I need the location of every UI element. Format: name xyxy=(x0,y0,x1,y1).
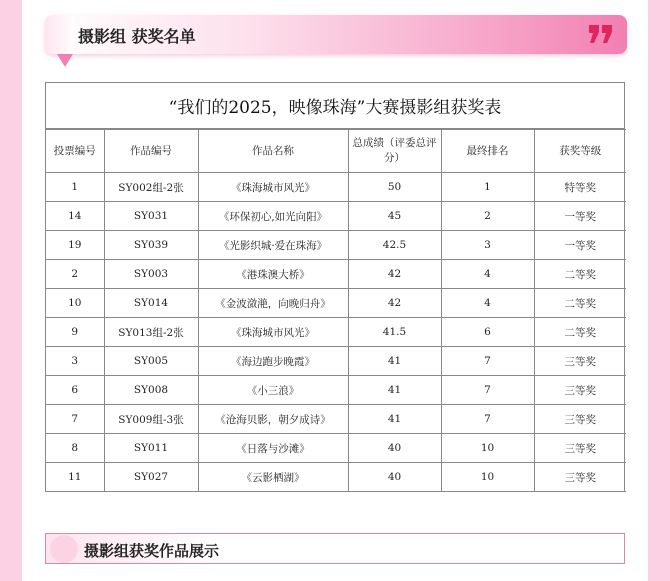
cell-vote-no: 6 xyxy=(46,376,104,405)
table-body xyxy=(46,173,626,492)
showcase-title: 摄影组获奖作品展示 xyxy=(84,542,220,560)
cell-final-rank: 2 xyxy=(441,202,534,231)
cell-work-no: SY027 xyxy=(104,463,198,492)
cell-final-rank: 7 xyxy=(441,405,534,434)
cell-award-level: 三等奖 xyxy=(534,434,626,463)
cell-award-level: 一等奖 xyxy=(534,202,626,231)
table-row xyxy=(46,260,626,289)
double-quote-icon xyxy=(587,23,615,45)
cell-vote-no: 3 xyxy=(46,347,104,376)
cell-work-name: 《日落与沙滩》 xyxy=(198,434,348,463)
cell-work-name: 《光影织城·爱在珠海》 xyxy=(198,231,348,260)
cell-work-no: SY031 xyxy=(104,202,198,231)
cell-total-score: 42 xyxy=(348,289,441,318)
cell-work-no: SY002组-2张 xyxy=(104,173,198,202)
cell-work-no: SY039 xyxy=(104,231,198,260)
cell-work-name: 《环保初心,如光向阳》 xyxy=(198,202,348,231)
table-row xyxy=(46,405,626,434)
cell-total-score: 41 xyxy=(348,376,441,405)
table-row xyxy=(46,434,626,463)
cell-final-rank: 6 xyxy=(441,318,534,347)
cell-vote-no: 19 xyxy=(46,231,104,260)
award-table-frame xyxy=(45,82,625,492)
cell-final-rank: 4 xyxy=(441,260,534,289)
cell-work-no: SY014 xyxy=(104,289,198,318)
table-row xyxy=(46,202,626,231)
cell-work-name: 《沧海贝影，朝夕成诗》 xyxy=(198,405,348,434)
table-row xyxy=(46,463,626,492)
cell-vote-no: 2 xyxy=(46,260,104,289)
section-title: 摄影组 获奖名单 xyxy=(78,27,196,46)
col-work-name: 作品名称 xyxy=(198,130,348,173)
cell-work-name: 《海边跑步晚霞》 xyxy=(198,347,348,376)
section-header xyxy=(45,15,627,54)
cell-total-score: 41 xyxy=(348,347,441,376)
cell-total-score: 41.5 xyxy=(348,318,441,347)
table-row xyxy=(46,173,626,202)
cell-work-no: SY013组-2张 xyxy=(104,318,198,347)
cell-work-name: 《珠海城市风光》 xyxy=(198,173,348,202)
cell-work-name: 《金波潋滟，向晚归舟》 xyxy=(198,289,348,318)
col-work-no: 作品编号 xyxy=(104,130,198,173)
cell-total-score: 42 xyxy=(348,260,441,289)
cell-final-rank: 3 xyxy=(441,231,534,260)
cell-vote-no: 1 xyxy=(46,173,104,202)
cell-award-level: 三等奖 xyxy=(534,347,626,376)
cell-work-no: SY008 xyxy=(104,376,198,405)
cell-work-no: SY003 xyxy=(104,260,198,289)
cell-final-rank: 7 xyxy=(441,347,534,376)
cell-final-rank: 7 xyxy=(441,376,534,405)
cell-vote-no: 9 xyxy=(46,318,104,347)
cell-final-rank: 10 xyxy=(441,434,534,463)
table-row xyxy=(46,376,626,405)
cell-vote-no: 8 xyxy=(46,434,104,463)
cell-work-name: 《云影栖湖》 xyxy=(198,463,348,492)
cell-award-level: 二等奖 xyxy=(534,260,626,289)
cell-work-no: SY011 xyxy=(104,434,198,463)
table-row xyxy=(46,231,626,260)
cell-work-name: 《港珠澳大桥》 xyxy=(198,260,348,289)
cell-final-rank: 10 xyxy=(441,463,534,492)
cell-vote-no: 14 xyxy=(46,202,104,231)
cell-award-level: 一等奖 xyxy=(534,231,626,260)
cell-total-score: 40 xyxy=(348,434,441,463)
cell-award-level: 二等奖 xyxy=(534,318,626,347)
col-final-rank: 最终排名 xyxy=(441,130,534,173)
header-accent xyxy=(45,15,75,54)
cell-total-score: 41 xyxy=(348,405,441,434)
cell-final-rank: 4 xyxy=(441,289,534,318)
cell-award-level: 特等奖 xyxy=(534,173,626,202)
table-row xyxy=(46,347,626,376)
cell-total-score: 40 xyxy=(348,463,441,492)
cell-work-no: SY009组-3张 xyxy=(104,405,198,434)
cell-vote-no: 10 xyxy=(46,289,104,318)
award-table xyxy=(46,129,626,492)
header-pointer xyxy=(57,54,73,67)
table-title: “我们的2025，映像珠海”大赛摄影组获奖表 xyxy=(46,83,624,129)
cell-work-no: SY005 xyxy=(104,347,198,376)
table-row xyxy=(46,318,626,347)
cell-award-level: 三等奖 xyxy=(534,463,626,492)
cell-award-level: 二等奖 xyxy=(534,289,626,318)
cell-total-score: 50 xyxy=(348,173,441,202)
showcase-header xyxy=(45,533,625,564)
cell-award-level: 三等奖 xyxy=(534,405,626,434)
cell-award-level: 三等奖 xyxy=(534,376,626,405)
col-total-score: 总成绩（评委总评分） xyxy=(348,130,441,173)
cell-total-score: 42.5 xyxy=(348,231,441,260)
cell-work-name: 《珠海城市风光》 xyxy=(198,318,348,347)
cell-final-rank: 1 xyxy=(441,173,534,202)
cell-work-name: 《小三浪》 xyxy=(198,376,348,405)
col-award-level: 获奖等级 xyxy=(534,130,626,173)
header-circle-decoration xyxy=(50,535,78,563)
cell-total-score: 45 xyxy=(348,202,441,231)
table-header-row xyxy=(46,130,626,173)
cell-vote-no: 11 xyxy=(46,463,104,492)
cell-vote-no: 7 xyxy=(46,405,104,434)
table-row xyxy=(46,289,626,318)
col-vote-no: 投票编号 xyxy=(46,130,104,173)
